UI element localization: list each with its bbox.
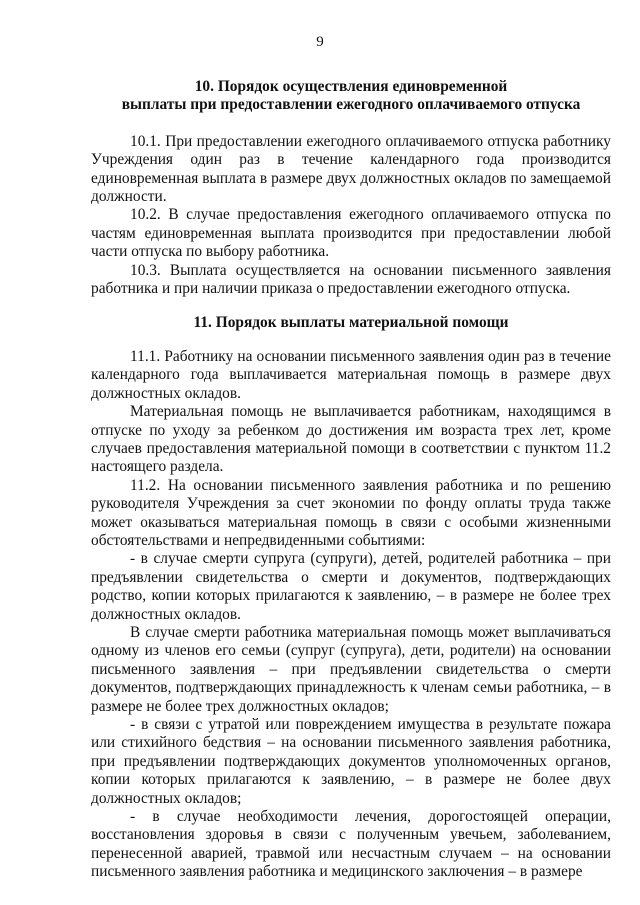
paragraph-11-1-exception: Материальная помощь не выплачивается работникам, находящимся в отпуске по уходу за ребенком до достижения им возраста трех лет, кроме случаев предоставления материальной помощи в соответствии с пунктом 11.2 настоящего раздела. — [91, 403, 611, 476]
paragraph-11-2: 11.2. На основании письменного заявления работника и по решению руководителя Учреждения за счет экономии по фонду оплаты труда также может оказываться материальная помощь в связи с особыми жизненными обстоятельствами и непредвиденными событиями: — [91, 476, 611, 549]
paragraph-death-of-employee: В случае смерти работника материальная помощь может выплачиваться одному из членов его семьи (супруг (супруга), дети, родители) на основании письменного заявления – при предъявлении свидетельства о смерти документов, подтверждающих принадлежность к членам семьи работника, – в размере не более трех должностных окладов; — [91, 623, 611, 715]
section-10-heading-line-2: выплаты при предоставлении ежегодного оплачиваемого отпуска — [121, 96, 581, 114]
paragraph-10-1: 10.1. При предоставлении ежегодного оплачиваемого отпуска работнику Учреждения один раз в течение календарного года производится единовременная выплата в размере двух должностных окладов по замещаемой должности. — [91, 132, 611, 206]
paragraph-11-1: 11.1. Работнику на основании письменного заявления один раз в течение календарного года выплачивается материальная помощь в размере двух должностных окладов. — [91, 347, 611, 402]
document-body — [91, 78, 611, 882]
section-10-heading-line-1: 10. Порядок осуществления единовременной — [194, 78, 508, 95]
paragraph-10-3: 10.3. Выплата осуществляется на основании письменного заявления работника и при наличии приказа о предоставлении ежегодного отпуска. — [91, 261, 611, 298]
page-number: 9 — [316, 34, 324, 50]
list-item-medical-treatment: - в случае необходимости лечения, дорогостоящей операции, восстановления здоровья в связи с полученным увечьем, заболеванием, перенесенной аварией, травмой или несчастным случаем – на основании письменного заявления работника и медицинского заключения – в размере — [91, 808, 611, 881]
paragraph-10-2: 10.2. В случае предоставления ежегодного оплачиваемого отпуска по частям единовременная выплата производится при предоставлении любой части отпуска по выбору работника. — [91, 206, 611, 261]
list-item-death-of-relatives: - в случае смерти супруга (супруги), детей, родителей работника – при предъявлении свидетельства о смерти и документов, подтверждающих родство, копии которых прилагаются к заявлению, – в размере не более трех должностных окладов. — [91, 550, 611, 623]
section-11-heading: 11. Порядок выплаты материальной помощи — [193, 314, 509, 332]
section-10-heading — [91, 78, 611, 115]
list-item-property-loss: - в связи с утратой или повреждением имущества в результате пожара или стихийного бедствия – на основании письменного заявления работника, при предъявлении подтверждающих документов уполномоченных органов, копии которых прилагаются к заявлению, – в размере не более двух должностных окладов; — [91, 716, 611, 807]
